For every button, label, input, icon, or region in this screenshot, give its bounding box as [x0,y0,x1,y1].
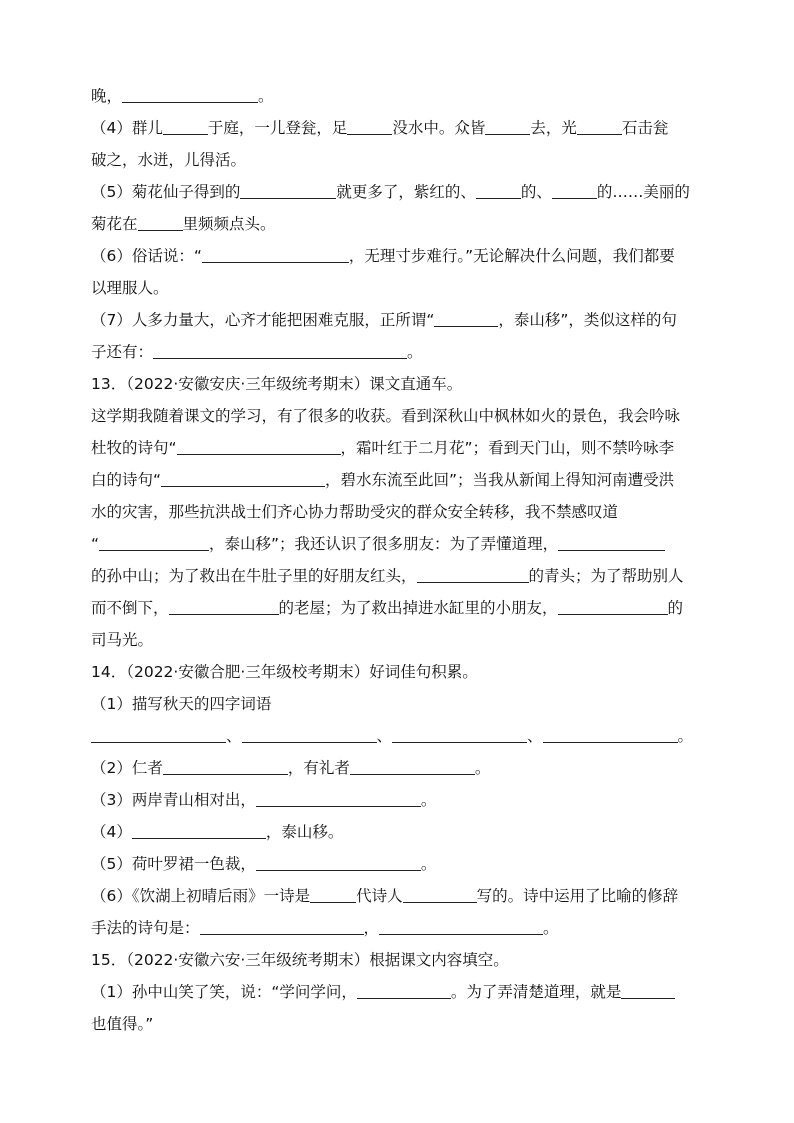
answer-blank[interactable] [476,183,521,199]
answer-blank[interactable] [543,727,678,743]
text-line: （5）荷叶罗裙一色裁， 。 [91,855,437,873]
answer-blank[interactable] [202,247,349,263]
text-line: （1）孙中山笑了笑，说：“学问学问， 。为了弄清楚道理，就是 [91,982,675,1002]
text-line: （5）菊花仙子得到的 就更多了，紫红的、 的、 的……美丽的 [91,183,690,201]
answer-blank[interactable] [99,535,209,551]
text-line: 水的灾害，那些抗洪战士们齐心协力帮助受灾的群众安全转移，我不禁感叹道 [91,503,619,521]
text-line: 手法的诗句是： ， 。 [91,919,559,937]
text-line: 这学期我随着课文的学习，有了很多的收获。看到深秋山中枫林如火的景色，我会吟咏 [91,407,681,425]
answer-blank[interactable] [417,567,529,583]
answer-blank[interactable] [200,919,364,935]
text-line: （4）群儿 于庭，一儿登瓮，足 没水中。众皆 去，光 石击瓮 [91,119,669,137]
answer-blank[interactable] [138,215,183,231]
answer-blank[interactable] [485,119,530,135]
answer-blank[interactable] [310,887,356,903]
answer-blank[interactable] [163,119,208,135]
text-line: （7）人多力量大，心齐才能把困难克服，正所谓“ ，泰山移”，类似这样的句 [91,311,677,329]
text-line: 晚， 。 [91,87,274,105]
text-line: 破之，水迸，儿得活。 [91,151,247,169]
answer-blank[interactable] [163,759,288,775]
answer-blank[interactable] [256,791,421,807]
answer-blank[interactable] [132,823,266,839]
text-line: 、 、 、 。 [91,726,693,746]
text-line: 司马光。 [91,631,154,649]
answer-blank[interactable] [242,727,377,743]
text-line: 菊花在 里频频点头。 [91,215,276,233]
answer-blank[interactable] [558,599,668,615]
answer-blank[interactable] [153,343,407,359]
text-line: “ ，泰山移”；我还认识了很多朋友：为了弄懂道理， [91,534,665,554]
answer-blank[interactable] [621,983,675,999]
answer-blank[interactable] [403,887,477,903]
answer-blank[interactable] [434,311,498,327]
answer-blank[interactable] [552,183,597,199]
text-line: 而不倒下， 的老屋；为了救出掉进水缸里的小朋友， 的 [91,599,684,617]
answer-blank[interactable] [177,439,341,455]
text-line: （2）仁者 ，有礼者 。 [91,759,491,777]
text-line: 子还有： 。 [91,343,423,361]
text-line: （4） ，泰山移。 [91,823,344,841]
text-line: 的孙中山；为了救出在牛肚子里的好朋友红头， 的青头；为了帮助别人 [91,567,684,585]
text-line: （3）两岸青山相对出， 。 [91,791,437,809]
text-line: 杜牧的诗句“ ，霜叶红于二月花”；看到天门山，则不禁吟咏李 [91,439,675,457]
text-line: 也值得。” [91,1015,154,1033]
answer-blank[interactable] [357,983,451,999]
answer-blank[interactable] [122,87,258,103]
answer-blank[interactable] [379,919,543,935]
answer-blank[interactable] [240,183,336,199]
question-heading: 13．（2022·安徽安庆·三年级统考期末）课文直通车。 [91,375,463,393]
answer-blank[interactable] [91,727,226,743]
answer-blank[interactable] [558,535,665,551]
text-line: （1）描写秋天的四字词语 [91,695,272,713]
text-line: （6）《饮湖上初晴后雨》一诗是 代诗人 写的。诗中运用了比喻的修辞 [91,887,679,905]
answer-blank[interactable] [577,119,622,135]
text-line: 白的诗句“ ，碧水东流至此回”；当我从新闻上得知河南遭受洪 [91,471,675,489]
answer-blank[interactable] [392,727,527,743]
answer-blank[interactable] [347,119,392,135]
answer-blank[interactable] [350,759,475,775]
text-line: 以理服人。 [91,279,169,297]
answer-blank[interactable] [256,855,421,871]
question-heading: 14．（2022·安徽合肥·三年级校考期末）好词佳句积累。 [91,663,478,681]
answer-blank[interactable] [161,471,325,487]
text-line: （6）俗话说：“ ，无理寸步难行。”无论解决什么问题，我们都要 [91,247,675,265]
answer-blank[interactable] [169,599,279,615]
question-heading: 15．（2022·安徽六安·三年级统考期末）根据课文内容填空。 [91,951,509,969]
